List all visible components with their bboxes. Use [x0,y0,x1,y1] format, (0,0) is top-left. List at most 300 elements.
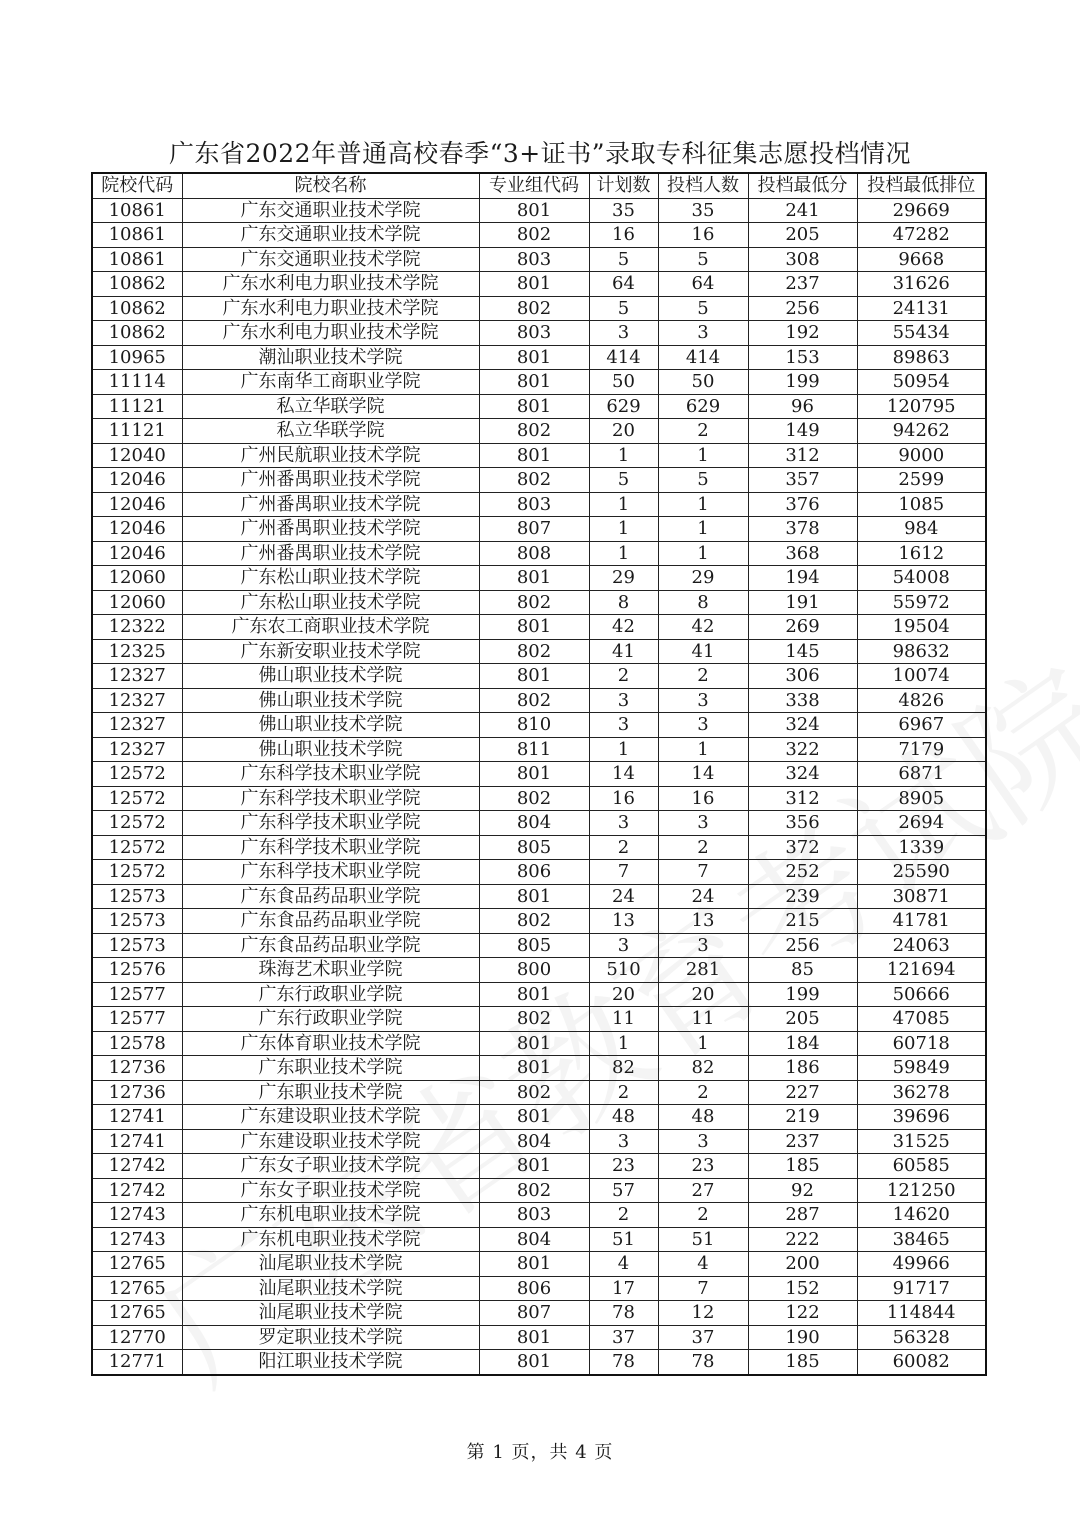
table-row [92,1178,986,1203]
cell-school-name: 广东交通职业技术学院 [182,223,479,248]
cell-filed-count: 11 [658,1007,748,1032]
cell-min-score: 322 [748,737,857,762]
cell-school-name: 罗定职业技术学院 [182,1325,479,1350]
cell-min-rank: 47085 [857,1007,986,1032]
cell-school-code: 11121 [92,394,182,419]
cell-plan-count: 42 [589,615,658,640]
cell-min-score: 252 [748,860,857,885]
cell-min-score: 237 [748,272,857,297]
cell-min-score: 85 [748,958,857,983]
cell-plan-count: 16 [589,786,658,811]
cell-filed-count: 3 [658,688,748,713]
cell-min-rank: 1085 [857,492,986,517]
cell-min-rank: 31525 [857,1129,986,1154]
cell-plan-count: 3 [589,1129,658,1154]
cell-school-name: 广州番禺职业技术学院 [182,541,479,566]
cell-school-code: 12572 [92,811,182,836]
cell-min-rank: 24131 [857,296,986,321]
cell-min-rank: 121250 [857,1178,986,1203]
cell-plan-count: 78 [589,1301,658,1326]
cell-school-code: 12742 [92,1154,182,1179]
table-row [92,664,986,689]
cell-min-score: 205 [748,1007,857,1032]
cell-school-code: 12736 [92,1080,182,1105]
cell-school-name: 佛山职业技术学院 [182,664,479,689]
cell-min-rank: 9000 [857,443,986,468]
cell-min-score: 368 [748,541,857,566]
cell-group-code: 802 [479,296,589,321]
cell-min-score: 92 [748,1178,857,1203]
cell-plan-count: 37 [589,1325,658,1350]
cell-min-rank: 2599 [857,468,986,493]
cell-min-rank: 60585 [857,1154,986,1179]
cell-min-score: 308 [748,247,857,272]
cell-min-score: 376 [748,492,857,517]
header-school-code: 院校代码 [92,173,182,198]
cell-school-code: 12327 [92,737,182,762]
cell-filed-count: 29 [658,566,748,591]
cell-min-score: 199 [748,370,857,395]
cell-plan-count: 23 [589,1154,658,1179]
page-number: 第 1 页，共 4 页 [466,1442,614,1463]
cell-min-rank: 30871 [857,884,986,909]
cell-group-code: 810 [479,713,589,738]
cell-school-name: 广东建设职业技术学院 [182,1129,479,1154]
cell-min-rank: 6967 [857,713,986,738]
cell-filed-count: 51 [658,1227,748,1252]
cell-min-rank: 19504 [857,615,986,640]
table-row [92,345,986,370]
cell-school-code: 12046 [92,541,182,566]
cell-plan-count: 414 [589,345,658,370]
cell-min-score: 372 [748,835,857,860]
cell-min-score: 184 [748,1031,857,1056]
table-body [92,198,986,1375]
cell-plan-count: 64 [589,272,658,297]
cell-min-score: 145 [748,639,857,664]
cell-school-name: 佛山职业技术学院 [182,713,479,738]
cell-group-code: 801 [479,664,589,689]
cell-school-code: 12060 [92,566,182,591]
cell-min-rank: 50954 [857,370,986,395]
cell-min-rank: 98632 [857,639,986,664]
cell-plan-count: 20 [589,419,658,444]
table-row [92,1031,986,1056]
cell-plan-count: 17 [589,1276,658,1301]
cell-school-code: 12572 [92,762,182,787]
table-row [92,909,986,934]
cell-group-code: 807 [479,1301,589,1326]
table-row [92,566,986,591]
cell-min-rank: 49966 [857,1252,986,1277]
cell-group-code: 801 [479,394,589,419]
cell-min-rank: 7179 [857,737,986,762]
cell-school-name: 广东水利电力职业技术学院 [182,321,479,346]
cell-min-score: 312 [748,443,857,468]
cell-school-code: 12577 [92,1007,182,1032]
table-row [92,835,986,860]
cell-group-code: 803 [479,321,589,346]
cell-group-code: 807 [479,517,589,542]
cell-school-name: 潮汕职业技术学院 [182,345,479,370]
cell-group-code: 801 [479,1105,589,1130]
cell-group-code: 801 [479,370,589,395]
cell-plan-count: 5 [589,468,658,493]
cell-min-score: 185 [748,1154,857,1179]
table-row [92,443,986,468]
cell-min-score: 237 [748,1129,857,1154]
cell-filed-count: 20 [658,982,748,1007]
cell-group-code: 801 [479,762,589,787]
cell-school-name: 珠海艺术职业学院 [182,958,479,983]
header-min-rank: 投档最低排位 [857,173,986,198]
table-row [92,1227,986,1252]
cell-filed-count: 16 [658,223,748,248]
cell-group-code: 801 [479,1154,589,1179]
cell-min-rank: 91717 [857,1276,986,1301]
table-row [92,247,986,272]
cell-min-score: 215 [748,909,857,934]
cell-min-rank: 4826 [857,688,986,713]
table-row [92,737,986,762]
cell-school-code: 12327 [92,713,182,738]
cell-min-rank: 55434 [857,321,986,346]
cell-min-rank: 120795 [857,394,986,419]
table-row [92,958,986,983]
cell-school-code: 12322 [92,615,182,640]
cell-school-code: 12573 [92,884,182,909]
cell-school-code: 10862 [92,321,182,346]
cell-filed-count: 64 [658,272,748,297]
cell-filed-count: 37 [658,1325,748,1350]
cell-filed-count: 78 [658,1350,748,1375]
cell-school-name: 广东女子职业技术学院 [182,1178,479,1203]
cell-group-code: 802 [479,1178,589,1203]
admission-table [91,172,987,1376]
cell-school-code: 10965 [92,345,182,370]
cell-filed-count: 281 [658,958,748,983]
table-row [92,1056,986,1081]
cell-school-code: 12770 [92,1325,182,1350]
cell-min-score: 287 [748,1203,857,1228]
table-row [92,933,986,958]
cell-filed-count: 2 [658,419,748,444]
cell-school-code: 12577 [92,982,182,1007]
table-row [92,419,986,444]
cell-min-score: 191 [748,590,857,615]
cell-plan-count: 41 [589,639,658,664]
cell-filed-count: 24 [658,884,748,909]
cell-group-code: 803 [479,492,589,517]
cell-min-rank: 59849 [857,1056,986,1081]
table-row [92,639,986,664]
cell-school-name: 佛山职业技术学院 [182,737,479,762]
table-row [92,198,986,223]
cell-filed-count: 3 [658,321,748,346]
cell-filed-count: 82 [658,1056,748,1081]
cell-group-code: 803 [479,247,589,272]
cell-min-score: 378 [748,517,857,542]
cell-school-name: 广东南华工商职业学院 [182,370,479,395]
cell-min-score: 190 [748,1325,857,1350]
cell-plan-count: 13 [589,909,658,934]
cell-filed-count: 3 [658,811,748,836]
cell-min-rank: 41781 [857,909,986,934]
cell-filed-count: 1 [658,1031,748,1056]
cell-min-rank: 25590 [857,860,986,885]
cell-plan-count: 2 [589,1203,658,1228]
cell-school-code: 12573 [92,933,182,958]
table-row [92,1350,986,1375]
cell-school-code: 12741 [92,1105,182,1130]
cell-filed-count: 50 [658,370,748,395]
cell-min-score: 186 [748,1056,857,1081]
cell-group-code: 802 [479,639,589,664]
cell-filed-count: 8 [658,590,748,615]
cell-plan-count: 78 [589,1350,658,1375]
cell-min-score: 222 [748,1227,857,1252]
cell-school-name: 广东科学技术职业学院 [182,811,479,836]
cell-filed-count: 41 [658,639,748,664]
header-min-score: 投档最低分 [748,173,857,198]
cell-group-code: 801 [479,1252,589,1277]
cell-min-rank: 121694 [857,958,986,983]
cell-plan-count: 82 [589,1056,658,1081]
cell-min-score: 324 [748,713,857,738]
cell-group-code: 801 [479,884,589,909]
cell-filed-count: 14 [658,762,748,787]
table-row [92,688,986,713]
cell-school-code: 10862 [92,272,182,297]
cell-filed-count: 4 [658,1252,748,1277]
cell-school-name: 广东科学技术职业学院 [182,835,479,860]
cell-min-rank: 1612 [857,541,986,566]
cell-school-name: 广东机电职业技术学院 [182,1227,479,1252]
cell-plan-count: 1 [589,517,658,542]
cell-school-code: 12327 [92,664,182,689]
cell-min-rank: 31626 [857,272,986,297]
cell-filed-count: 7 [658,1276,748,1301]
cell-filed-count: 13 [658,909,748,934]
cell-school-code: 12742 [92,1178,182,1203]
cell-filed-count: 3 [658,933,748,958]
cell-school-code: 12765 [92,1276,182,1301]
cell-school-name: 广州民航职业技术学院 [182,443,479,468]
cell-min-score: 96 [748,394,857,419]
table-row [92,1301,986,1326]
cell-school-name: 私立华联学院 [182,394,479,419]
cell-group-code: 801 [479,198,589,223]
cell-min-rank: 55972 [857,590,986,615]
cell-school-name: 广东科学技术职业学院 [182,860,479,885]
cell-group-code: 803 [479,1203,589,1228]
cell-school-code: 12765 [92,1252,182,1277]
cell-group-code: 801 [479,615,589,640]
table-row [92,1276,986,1301]
cell-plan-count: 2 [589,835,658,860]
cell-filed-count: 2 [658,1080,748,1105]
cell-min-rank: 6871 [857,762,986,787]
cell-min-rank: 10074 [857,664,986,689]
cell-school-name: 广东农工商职业技术学院 [182,615,479,640]
cell-school-name: 阳江职业技术学院 [182,1350,479,1375]
cell-group-code: 801 [479,345,589,370]
cell-group-code: 805 [479,835,589,860]
cell-school-code: 12046 [92,468,182,493]
cell-filed-count: 16 [658,786,748,811]
cell-min-rank: 50666 [857,982,986,1007]
cell-school-name: 广东女子职业技术学院 [182,1154,479,1179]
cell-plan-count: 48 [589,1105,658,1130]
cell-group-code: 802 [479,223,589,248]
cell-plan-count: 16 [589,223,658,248]
cell-school-name: 广州番禺职业技术学院 [182,468,479,493]
cell-school-code: 10861 [92,223,182,248]
cell-filed-count: 5 [658,468,748,493]
cell-school-code: 10862 [92,296,182,321]
cell-group-code: 801 [479,1056,589,1081]
cell-group-code: 801 [479,982,589,1007]
cell-school-code: 12743 [92,1203,182,1228]
cell-min-rank: 39696 [857,1105,986,1130]
cell-group-code: 801 [479,443,589,468]
cell-group-code: 808 [479,541,589,566]
cell-min-score: 256 [748,933,857,958]
cell-plan-count: 5 [589,296,658,321]
cell-school-code: 12046 [92,517,182,542]
cell-school-name: 广东职业技术学院 [182,1056,479,1081]
cell-school-name: 广东机电职业技术学院 [182,1203,479,1228]
cell-school-code: 12578 [92,1031,182,1056]
cell-school-code: 12040 [92,443,182,468]
cell-group-code: 804 [479,811,589,836]
cell-plan-count: 1 [589,443,658,468]
cell-group-code: 806 [479,1276,589,1301]
table-row [92,982,986,1007]
cell-plan-count: 1 [589,541,658,566]
cell-filed-count: 5 [658,296,748,321]
table-row [92,1105,986,1130]
cell-filed-count: 2 [658,664,748,689]
cell-school-code: 12046 [92,492,182,517]
cell-school-name: 广东科学技术职业学院 [182,786,479,811]
cell-group-code: 802 [479,419,589,444]
table-row [92,468,986,493]
cell-plan-count: 510 [589,958,658,983]
cell-plan-count: 1 [589,737,658,762]
cell-filed-count: 629 [658,394,748,419]
cell-filed-count: 5 [658,247,748,272]
cell-group-code: 801 [479,1350,589,1375]
cell-min-score: 153 [748,345,857,370]
cell-plan-count: 35 [589,198,658,223]
table-header-row [92,173,986,198]
table-row [92,272,986,297]
header-plan-count: 计划数 [589,173,658,198]
cell-school-code: 12572 [92,786,182,811]
cell-school-code: 10861 [92,198,182,223]
cell-school-code: 12771 [92,1350,182,1375]
table-row [92,394,986,419]
cell-school-name: 私立华联学院 [182,419,479,444]
cell-school-name: 广东行政职业学院 [182,1007,479,1032]
cell-school-name: 广东水利电力职业技术学院 [182,296,479,321]
cell-group-code: 801 [479,272,589,297]
cell-min-rank: 29669 [857,198,986,223]
cell-school-code: 12325 [92,639,182,664]
cell-filed-count: 2 [658,1203,748,1228]
cell-group-code: 804 [479,1227,589,1252]
table-row [92,370,986,395]
cell-group-code: 802 [479,1080,589,1105]
cell-plan-count: 20 [589,982,658,1007]
cell-plan-count: 5 [589,247,658,272]
cell-plan-count: 50 [589,370,658,395]
cell-filed-count: 2 [658,835,748,860]
cell-min-score: 357 [748,468,857,493]
cell-group-code: 802 [479,468,589,493]
cell-plan-count: 57 [589,1178,658,1203]
cell-group-code: 802 [479,688,589,713]
cell-group-code: 804 [479,1129,589,1154]
cell-min-rank: 8905 [857,786,986,811]
cell-min-rank: 14620 [857,1203,986,1228]
cell-plan-count: 2 [589,664,658,689]
cell-plan-count: 11 [589,1007,658,1032]
cell-school-name: 广东建设职业技术学院 [182,1105,479,1130]
cell-group-code: 800 [479,958,589,983]
table-row [92,713,986,738]
cell-min-score: 312 [748,786,857,811]
cell-plan-count: 3 [589,933,658,958]
cell-min-rank: 2694 [857,811,986,836]
cell-school-name: 广州番禺职业技术学院 [182,492,479,517]
cell-filed-count: 35 [658,198,748,223]
cell-filed-count: 1 [658,492,748,517]
cell-min-rank: 984 [857,517,986,542]
page-title: 广东省2022年普通高校春季“3+证书”录取专科征集志愿投档情况 [168,139,912,168]
cell-school-code: 12743 [92,1227,182,1252]
cell-school-code: 10861 [92,247,182,272]
table-row [92,1007,986,1032]
cell-min-score: 219 [748,1105,857,1130]
cell-plan-count: 3 [589,713,658,738]
cell-min-score: 149 [748,419,857,444]
cell-plan-count: 1 [589,492,658,517]
cell-filed-count: 42 [658,615,748,640]
cell-min-score: 152 [748,1276,857,1301]
table-row [92,1325,986,1350]
cell-group-code: 805 [479,933,589,958]
cell-filed-count: 3 [658,713,748,738]
cell-school-name: 广东新安职业技术学院 [182,639,479,664]
cell-min-rank: 54008 [857,566,986,591]
table-row [92,1154,986,1179]
cell-school-name: 广东松山职业技术学院 [182,590,479,615]
cell-group-code: 802 [479,590,589,615]
cell-min-score: 306 [748,664,857,689]
cell-group-code: 802 [479,1007,589,1032]
cell-min-score: 356 [748,811,857,836]
cell-school-name: 广东食品药品职业学院 [182,909,479,934]
cell-school-code: 12572 [92,860,182,885]
cell-plan-count: 24 [589,884,658,909]
header-group-code: 专业组代码 [479,173,589,198]
table-row [92,590,986,615]
cell-school-name: 汕尾职业技术学院 [182,1252,479,1277]
cell-filed-count: 414 [658,345,748,370]
cell-min-rank: 24063 [857,933,986,958]
